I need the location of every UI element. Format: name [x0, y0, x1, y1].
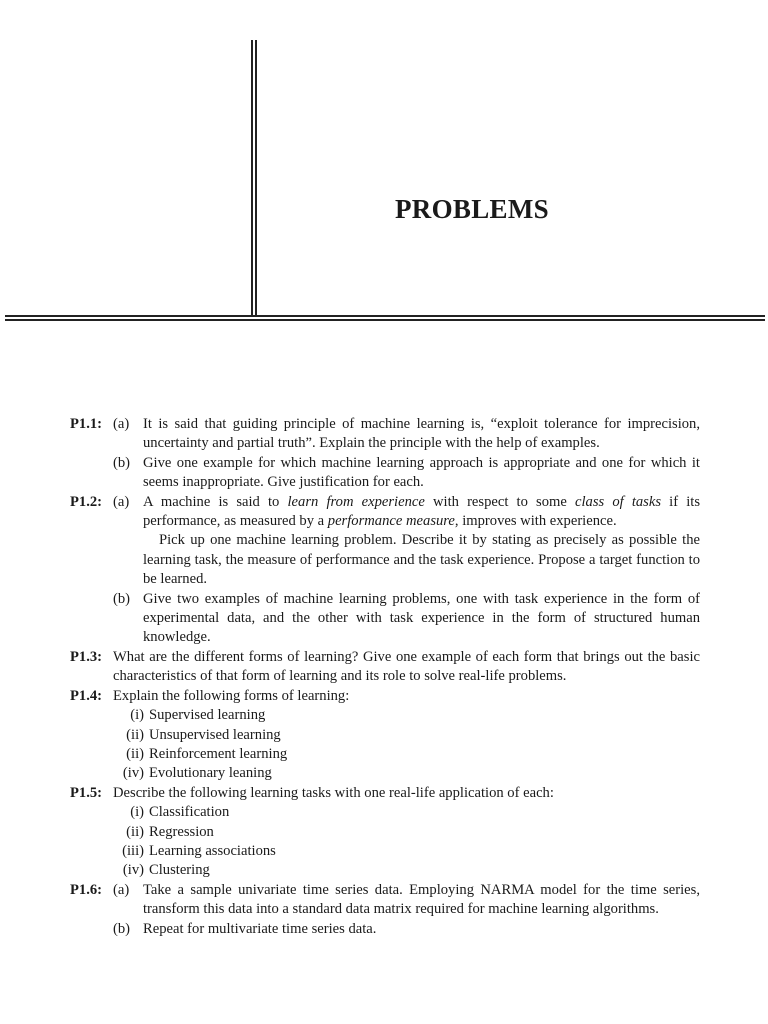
list-item: (ii) Unsupervised learning: [126, 726, 281, 743]
problem-part-a: (a) It is said that guiding principle of machine learning is, “exploit tolerance for imprecision, uncertainty and partial truth”. Explain the principle with the help of examples.: [113, 416, 700, 452]
list-item: (iv) Evolutionary leaning: [122, 765, 272, 782]
list-item: (ii) Reinforcement learning: [126, 745, 288, 762]
list-item: (iii) Learning associations: [122, 842, 276, 859]
problem-part-a: (a) Take a sample univariate time series data. Employing NARMA model for the time series, transform this data into a standard data matrix required for machine learning algorithms.: [113, 881, 700, 918]
problem-p1-6: [70, 881, 700, 939]
list-item: (ii) Regression: [126, 823, 214, 840]
problem-label: P1.4:: [70, 687, 103, 704]
problem-label: P1.5:: [70, 784, 103, 801]
problem-p1-3: P1.3: What are the different forms of learning? Give one example of each form that brings out the basic characteristics of that form of learning and its role to solve real-life problems.: [70, 648, 700, 687]
page-title: PROBLEMS: [395, 194, 549, 224]
problem-p1-2: [70, 493, 700, 648]
vertical-rule: [251, 40, 257, 320]
problem-label: P1.3:: [70, 648, 103, 665]
list-item: (i) Supervised learning: [130, 707, 266, 724]
list-item: (iv) Clustering: [122, 862, 210, 879]
problem-part-b: (b) Give two examples of machine learning problems, one with task experience in the form of experimental data, and the other with task experience in the form of structured human knowledge.: [113, 590, 700, 646]
problem-label: P1.1:: [70, 416, 103, 432]
problem-part-b: (b) Repeat for multivariate time series data.: [113, 920, 377, 937]
problem-list: [70, 415, 700, 939]
list-item: (i) Classification: [130, 804, 230, 821]
problem-p1-5: P1.5: Describe the following learning tasks with one real-life application of each: (i) Classification (ii) Regression (iii) Learning associations (iv) Clustering: [70, 784, 700, 881]
problem-p1-4: P1.4: Explain the following forms of learning: (i) Supervised learning (ii) Unsupervised learning (ii) Reinforcement learning (iv) Evolutionary leaning: [70, 687, 700, 784]
problem-part-b: (b) Give one example for which machine learning approach is appropriate and one for which it seems inappropriate. Give justification for each.: [113, 454, 700, 491]
horizontal-rule: [5, 315, 765, 321]
problem-p1-1: [70, 415, 700, 493]
problem-label: P1.2:: [70, 493, 103, 510]
problem-label: P1.6:: [70, 881, 103, 898]
problem-part-a: (a) A machine is said to learn from experience with respect to some class of tasks if its performance, as measured by a performance measure, improves with experience. Pick up one machine learning problem. Describe it by stating as precisely as possible the learning task, the measure of performance and the task experience. Propose a target function to be learned.: [113, 493, 701, 588]
